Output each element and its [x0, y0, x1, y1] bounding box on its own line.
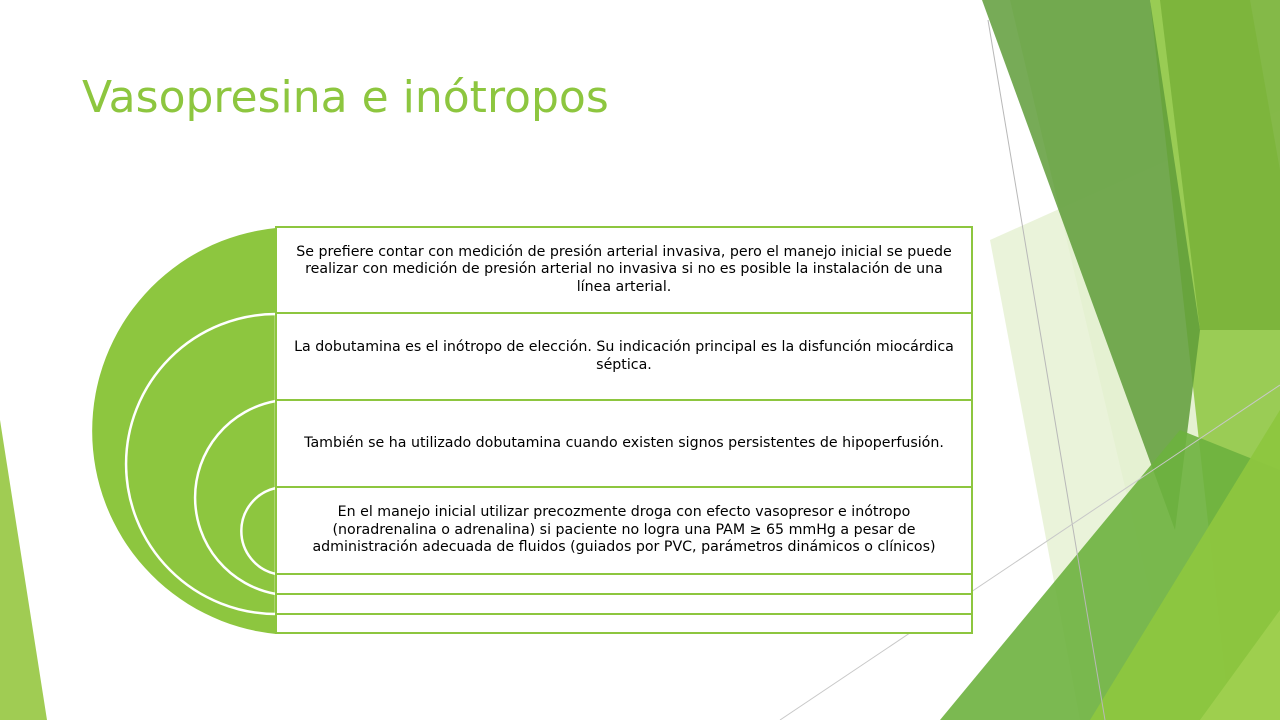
diagram-item-1-text: Se prefiere contar con medición de presión arterial invasiva, pero el manejo inicial se puede realizar con medición de presión arterial no invasiva si no es posible la instalación de una línea arterial.: [296, 243, 952, 295]
diagram-item-4-text: En el manejo inicial utilizar precozmente droga con efecto vasopresor e inótropo (noradrenalina o adrenalina) si paciente no logra una PAM ≥ 65 mmHg a pesar de administración adecuada de fluidos (guiados por PVC, parámetros dinámicos o clínicos): [312, 504, 936, 556]
diagram-item-3: [275, 399, 973, 488]
diagram-item-7-empty: [275, 613, 973, 634]
slide-title: Vasopresina e inótropos: [82, 72, 609, 123]
diagram-item-5-empty: [275, 573, 973, 595]
diagram-item-2-text: La dobutamina es el inótropo de elección. Su indicación principal es la disfunción miocárdica séptica.: [294, 339, 954, 373]
diagram-item-3-text: También se ha utilizado dobutamina cuando existen signos persistentes de hipoperfusión.: [304, 434, 944, 451]
diagram-item-6-empty: [275, 593, 973, 615]
diagram-item-2: [275, 312, 973, 401]
diagram-item-4: [275, 486, 973, 575]
diagram-item-1: [275, 226, 973, 314]
